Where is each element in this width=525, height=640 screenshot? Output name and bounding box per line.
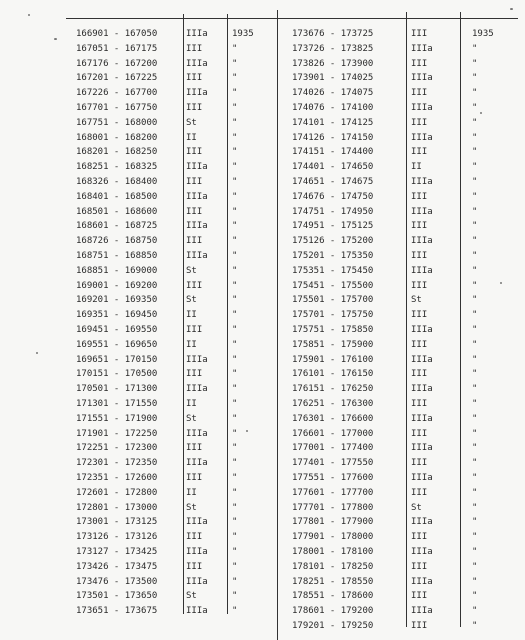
serial-range: 168726 - 168750 [76,236,158,247]
right-table-row [0,233,525,249]
grade-code: IIIa [411,413,433,424]
year-mark: " [472,443,478,454]
grade-code: III [411,339,428,350]
grade-code: III [186,103,203,113]
right-table-row [0,396,525,412]
serial-range: 173726 - 173825 [292,43,374,54]
grade-code: II [186,339,197,350]
serial-range: 173426 - 173475 [76,561,158,572]
serial-range: 167201 - 167225 [76,73,158,84]
year-mark: " [472,384,478,395]
serial-range: 173901 - 174025 [292,73,374,84]
serial-range: 168326 - 168400 [76,177,158,187]
year-mark: " [472,221,478,232]
year-mark: " [472,458,478,469]
serial-range: 176101 - 176150 [292,369,374,380]
serial-range: 178001 - 178100 [292,547,374,557]
grade-code: III [186,43,203,54]
year-mark: " [232,236,238,247]
serial-range: 173126 - 173126 [76,532,158,543]
right-table-row [0,455,525,471]
serial-range: 168001 - 168200 [76,132,158,143]
grade-code: IIIa [186,458,208,469]
grade-code: IIIa [411,43,433,54]
grade-code: IIIa [411,547,433,557]
serial-range: 169451 - 169550 [76,325,158,335]
grade-code: IIIa [411,177,433,187]
serial-range: 168601 - 168725 [76,221,158,232]
grade-code: III [411,591,428,602]
grade-code: IIIa [411,132,433,143]
year-mark: 1935 [232,29,254,39]
grade-code: IIIa [411,576,433,587]
grade-code: III [411,58,428,69]
serial-range: 168201 - 168250 [76,147,158,158]
grade-code: St [186,295,197,306]
grade-code: III [411,29,428,39]
serial-range: 174076 - 174100 [292,103,374,113]
serial-range: 175351 - 175450 [292,265,374,276]
right-table-row [0,603,525,619]
grade-code: III [186,532,203,543]
year-mark: " [232,147,238,158]
grade-code: IIIa [411,325,433,335]
year-mark: " [232,399,238,409]
serial-range: 174676 - 174750 [292,191,374,202]
serial-range: 168501 - 168600 [76,206,158,217]
year-mark: " [232,295,238,306]
year-mark: " [472,58,478,69]
grade-code: IIIa [186,384,208,395]
right-table-row [0,500,525,516]
serial-range: 174651 - 174675 [292,177,374,187]
year-mark: " [232,428,238,439]
grade-code: IIIa [186,58,208,69]
serial-range: 176251 - 176300 [292,399,374,409]
year-mark: " [232,473,238,483]
serial-range: 169651 - 170150 [76,354,158,365]
year-mark: " [232,487,238,498]
year-mark: " [472,517,478,528]
grade-code: IIIa [186,606,208,617]
grade-code: St [186,413,197,424]
serial-range: 168851 - 169000 [76,265,158,276]
serial-range: 167176 - 167200 [76,58,158,69]
year-mark: " [472,576,478,587]
year-mark: " [472,354,478,365]
year-mark: 1935 [472,29,494,39]
year-mark: " [232,177,238,187]
grade-code: St [411,295,422,306]
serial-range: 174751 - 174950 [292,206,374,217]
serial-range: 178551 - 178600 [292,591,374,602]
grade-code: IIIa [411,354,433,365]
year-mark: " [472,413,478,424]
grade-code: St [186,502,197,513]
top-rule [66,18,518,19]
serial-range: 170151 - 170500 [76,369,158,380]
year-mark: " [232,532,238,543]
year-mark: " [232,502,238,513]
year-mark: " [232,43,238,54]
grade-code: III [186,325,203,335]
grade-code: IIIa [411,265,433,276]
scan-speck [28,14,30,16]
year-mark: " [232,88,238,99]
year-mark: " [232,547,238,557]
right-table-row [0,85,525,101]
year-mark: " [232,58,238,69]
serial-range: 175851 - 175900 [292,339,374,350]
year-mark: " [472,88,478,99]
year-mark: " [472,310,478,321]
serial-range: 174401 - 174650 [292,162,374,173]
serial-range: 178251 - 178550 [292,576,374,587]
right-table-row [0,514,525,530]
right-table-row [0,218,525,234]
year-mark: " [232,354,238,365]
grade-code: III [411,428,428,439]
serial-range: 174151 - 174400 [292,147,374,158]
serial-range: 173501 - 173650 [76,591,158,602]
serial-range: 166901 - 167050 [76,29,158,39]
grade-code: III [411,487,428,498]
serial-range: 169351 - 169450 [76,310,158,321]
year-mark: " [472,236,478,247]
year-mark: " [472,265,478,276]
grade-code: III [186,177,203,187]
serial-range: 172301 - 172350 [76,458,158,469]
year-mark: " [232,561,238,572]
year-mark: " [232,265,238,276]
year-mark: " [232,191,238,202]
serial-range: 174026 - 174075 [292,88,374,99]
serial-range: 173127 - 173425 [76,547,158,557]
grade-code: III [186,443,203,454]
serial-range: 177601 - 177700 [292,487,374,498]
serial-range: 171301 - 171550 [76,399,158,409]
right-table-row [0,352,525,368]
year-mark: " [232,458,238,469]
grade-code: IIIa [411,443,433,454]
year-mark: " [472,606,478,617]
serial-range: 167051 - 167175 [76,43,158,54]
serial-range: 168751 - 168850 [76,251,158,261]
right-table-row [0,618,525,634]
year-mark: " [232,384,238,395]
year-mark: " [472,325,478,335]
serial-range: 167751 - 168000 [76,117,158,128]
serial-range: 172251 - 172300 [76,443,158,454]
grade-code: III [411,221,428,232]
year-mark: " [472,487,478,498]
year-mark: " [472,206,478,217]
year-mark: " [472,43,478,54]
serial-range: 175451 - 175500 [292,280,374,291]
grade-code: III [411,191,428,202]
grade-code: IIIa [411,473,433,483]
grade-code: IIIa [186,29,208,39]
serial-range: 177901 - 178000 [292,532,374,543]
grade-code: IIIa [411,236,433,247]
serial-range: 176601 - 177000 [292,428,374,439]
serial-range: 177701 - 177800 [292,502,374,513]
grade-code: IIIa [186,221,208,232]
serial-range: 173676 - 173725 [292,29,374,39]
year-mark: " [472,162,478,173]
grade-code: IIIa [411,517,433,528]
serial-range: 174126 - 174150 [292,132,374,143]
year-mark: " [472,339,478,350]
grade-code: IIIa [186,354,208,365]
grade-code: III [411,147,428,158]
grade-code: II [186,399,197,409]
year-mark: " [232,443,238,454]
right-table-row [0,130,525,146]
year-mark: " [472,473,478,483]
year-mark: " [232,310,238,321]
year-mark: " [472,369,478,380]
right-table-row [0,189,525,205]
right-table-row [0,440,525,456]
year-mark: " [232,206,238,217]
year-mark: " [472,73,478,84]
grade-code: III [411,369,428,380]
grade-code: II [186,487,197,498]
serial-range: 170501 - 171300 [76,384,158,395]
right-table-row [0,174,525,190]
serial-range: 172801 - 173000 [76,502,158,513]
serial-range: 172351 - 172600 [76,473,158,483]
serial-range: 176301 - 176600 [292,413,374,424]
right-table-row [0,263,525,279]
grade-code: IIIa [186,251,208,261]
serial-range: 174951 - 175125 [292,221,374,232]
right-table-row [0,485,525,501]
grade-code: III [186,206,203,217]
right-table-row [0,307,525,323]
grade-code: III [186,473,203,483]
year-mark: " [232,162,238,173]
serial-range: 167226 - 167700 [76,88,158,99]
year-mark: " [472,561,478,572]
right-table-row [0,529,525,545]
grade-code: IIIa [186,428,208,439]
right-table-row [0,159,525,175]
grade-code: IIIa [186,517,208,528]
year-mark: " [232,73,238,84]
year-mark: " [232,117,238,128]
grade-code: IIIa [411,384,433,395]
grade-code: III [186,369,203,380]
right-table-row [0,144,525,160]
right-table-row [0,41,525,57]
grade-code: II [186,310,197,321]
grade-code: III [411,88,428,99]
serial-range: 175501 - 175700 [292,295,374,306]
year-mark: " [472,103,478,113]
right-table-row [0,381,525,397]
year-mark: " [232,132,238,143]
right-table-row [0,588,525,604]
right-table-row [0,278,525,294]
year-mark: " [472,532,478,543]
serial-range: 175751 - 175850 [292,325,374,335]
grade-code: St [186,591,197,602]
grade-code: St [186,265,197,276]
year-mark: " [472,132,478,143]
right-table-row [0,115,525,131]
right-table-row [0,366,525,382]
grade-code: IIIa [411,103,433,113]
serial-range: 177001 - 177400 [292,443,374,454]
grade-code: III [186,236,203,247]
right-table-row [0,56,525,72]
year-mark: " [232,576,238,587]
serial-range: 171551 - 171900 [76,413,158,424]
year-mark: " [472,502,478,513]
right-table-row [0,470,525,486]
grade-code: III [411,310,428,321]
right-table-row [0,100,525,116]
year-mark: " [232,339,238,350]
grade-code: II [411,162,422,173]
year-mark: " [472,621,478,631]
serial-range: 172601 - 172800 [76,487,158,498]
serial-range: 175901 - 176100 [292,354,374,365]
right-table-row [0,426,525,442]
serial-range: 177551 - 177600 [292,473,374,483]
right-table-row [0,322,525,338]
grade-code: IIIa [411,206,433,217]
grade-code: IIIa [186,191,208,202]
right-table-row [0,544,525,560]
grade-code: III [411,532,428,543]
year-mark: " [472,117,478,128]
serial-range: 178101 - 178250 [292,561,374,572]
year-mark: " [472,191,478,202]
serial-range: 175201 - 175350 [292,251,374,261]
grade-code: III [411,621,428,631]
grade-code: II [186,132,197,143]
serial-range: 169551 - 169650 [76,339,158,350]
year-mark: " [232,251,238,261]
serial-range: 175701 - 175750 [292,310,374,321]
year-mark: " [472,295,478,306]
grade-code: III [411,117,428,128]
scan-speck [510,8,513,10]
right-table-row [0,337,525,353]
grade-code: IIIa [411,73,433,84]
grade-code: St [186,117,197,128]
serial-range: 177401 - 177550 [292,458,374,469]
serial-range: 178601 - 179200 [292,606,374,617]
serial-range: 173651 - 173675 [76,606,158,617]
serial-range: 173826 - 173900 [292,58,374,69]
grade-code: III [186,561,203,572]
year-mark: " [232,325,238,335]
year-mark: " [232,606,238,617]
serial-range: 173001 - 173125 [76,517,158,528]
year-mark: " [232,221,238,232]
grade-code: III [186,147,203,158]
serial-range: 169001 - 169200 [76,280,158,291]
year-mark: " [472,177,478,187]
right-table-row [0,411,525,427]
serial-range: 167701 - 167750 [76,103,158,113]
right-table-row [0,559,525,575]
right-table-row [0,574,525,590]
serial-range: 169201 - 169350 [76,295,158,306]
serial-range: 168251 - 168325 [76,162,158,173]
serial-range: 179201 - 179250 [292,621,374,631]
grade-code: III [411,280,428,291]
year-mark: " [232,591,238,602]
grade-code: III [411,251,428,261]
grade-code: III [186,73,203,84]
year-mark: " [472,591,478,602]
year-mark: " [232,280,238,291]
year-mark: " [472,399,478,409]
right-table-row [0,70,525,86]
grade-code: IIIa [186,547,208,557]
right-table-row [0,204,525,220]
right-table-row [0,26,525,42]
grade-code: III [411,561,428,572]
year-mark: " [472,251,478,261]
grade-code: IIIa [186,88,208,99]
year-mark: " [232,413,238,424]
year-mark: " [232,369,238,380]
serial-range: 175126 - 175200 [292,236,374,247]
year-mark: " [472,280,478,291]
serial-range: 168401 - 168500 [76,191,158,202]
serial-range: 176151 - 176250 [292,384,374,395]
grade-code: IIIa [411,606,433,617]
serial-range: 171901 - 172250 [76,428,158,439]
serial-range: 173476 - 173500 [76,576,158,587]
year-mark: " [472,428,478,439]
grade-code: III [411,458,428,469]
year-mark: " [472,547,478,557]
right-table-row [0,248,525,264]
grade-code: St [411,502,422,513]
grade-code: III [186,280,203,291]
grade-code: IIIa [186,162,208,173]
year-mark: " [472,147,478,158]
grade-code: IIIa [186,576,208,587]
serial-range: 177801 - 177900 [292,517,374,528]
year-mark: " [232,103,238,113]
year-mark: " [232,517,238,528]
grade-code: III [411,399,428,409]
right-table-row [0,292,525,308]
serial-range: 174101 - 174125 [292,117,374,128]
